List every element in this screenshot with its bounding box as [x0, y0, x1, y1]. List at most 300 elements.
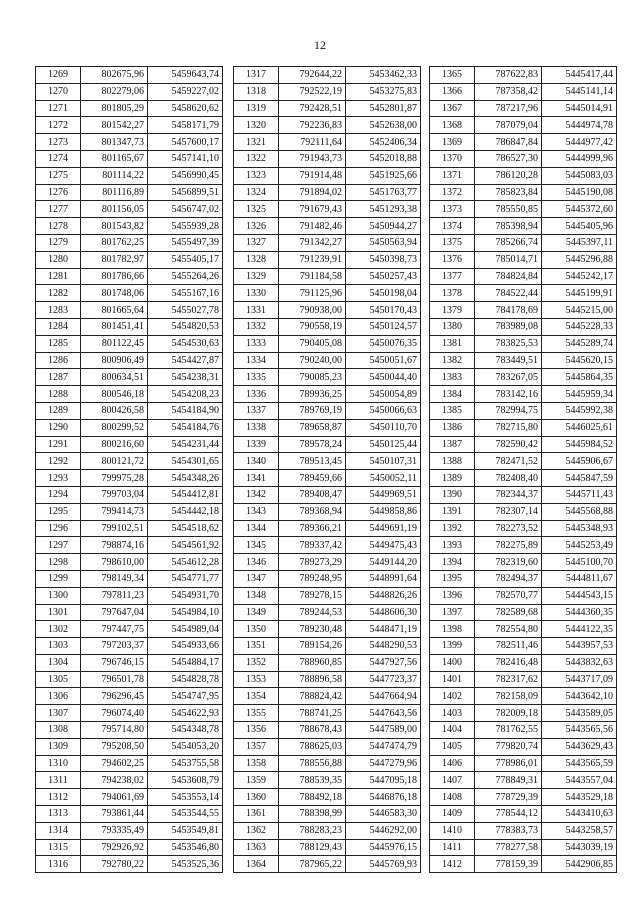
x-coordinate: 801122,45: [81, 335, 148, 352]
x-coordinate: 787622,83: [475, 67, 542, 84]
table-row: [430, 570, 617, 587]
x-coordinate: 785398,94: [475, 218, 542, 235]
y-coordinate: 5450052,11: [346, 470, 421, 487]
x-coordinate: 788539,35: [279, 772, 346, 789]
point-number: 1385: [430, 402, 475, 419]
x-coordinate: 789578,24: [279, 436, 346, 453]
x-coordinate: 782494,37: [475, 570, 542, 587]
table-row: [430, 856, 617, 873]
x-coordinate: 786527,30: [475, 150, 542, 167]
point-number: 1354: [234, 688, 279, 705]
table-row: [234, 184, 421, 201]
table-row: [36, 722, 223, 739]
table-row: [430, 352, 617, 369]
table-row: [234, 789, 421, 806]
x-coordinate: 801156,05: [81, 201, 148, 218]
coordinate-table-2: [233, 66, 421, 873]
point-number: 1411: [430, 839, 475, 856]
table-row: [234, 638, 421, 655]
y-coordinate: 5455027,78: [148, 302, 223, 319]
x-coordinate: 802675,96: [81, 67, 148, 84]
y-coordinate: 5450044,40: [346, 369, 421, 386]
table-row: [430, 184, 617, 201]
y-coordinate: 5445992,38: [542, 402, 617, 419]
x-coordinate: 778159,39: [475, 856, 542, 873]
y-coordinate: 5445620,15: [542, 352, 617, 369]
table-row: [36, 738, 223, 755]
table-row: [36, 486, 223, 503]
point-number: 1271: [36, 100, 81, 117]
point-number: 1361: [234, 806, 279, 823]
y-coordinate: 5455497,39: [148, 234, 223, 251]
point-number: 1362: [234, 822, 279, 839]
table-row: [234, 201, 421, 218]
x-coordinate: 796746,15: [81, 654, 148, 671]
y-coordinate: 5450107,31: [346, 453, 421, 470]
y-coordinate: 5443258,57: [542, 822, 617, 839]
x-coordinate: 792428,51: [279, 100, 346, 117]
y-coordinate: 5445348,93: [542, 520, 617, 537]
x-coordinate: 788398,99: [279, 806, 346, 823]
x-coordinate: 798610,00: [81, 554, 148, 571]
y-coordinate: 5443957,53: [542, 638, 617, 655]
table-row: [36, 369, 223, 386]
table-row: [234, 419, 421, 436]
table-row: [430, 520, 617, 537]
x-coordinate: 799703,04: [81, 486, 148, 503]
point-number: 1272: [36, 117, 81, 134]
y-coordinate: 5444974,78: [542, 117, 617, 134]
point-number: 1315: [36, 839, 81, 856]
point-number: 1375: [430, 234, 475, 251]
y-coordinate: 5445141,14: [542, 83, 617, 100]
table-row: [430, 318, 617, 335]
y-coordinate: 5456747,02: [148, 201, 223, 218]
table-row: [234, 218, 421, 235]
table-row: [430, 470, 617, 487]
point-number: 1347: [234, 570, 279, 587]
x-coordinate: 789459,66: [279, 470, 346, 487]
table-row: [234, 722, 421, 739]
point-number: 1275: [36, 167, 81, 184]
point-number: 1301: [36, 604, 81, 621]
x-coordinate: 781762,55: [475, 722, 542, 739]
x-coordinate: 785823,84: [475, 184, 542, 201]
y-coordinate: 5449144,20: [346, 554, 421, 571]
x-coordinate: 789936,25: [279, 386, 346, 403]
x-coordinate: 790240,00: [279, 352, 346, 369]
y-coordinate: 5448606,30: [346, 604, 421, 621]
x-coordinate: 801805,29: [81, 100, 148, 117]
table-row: [234, 772, 421, 789]
point-number: 1290: [36, 419, 81, 436]
table-row: [36, 436, 223, 453]
y-coordinate: 5449475,43: [346, 537, 421, 554]
y-coordinate: 5454231,44: [148, 436, 223, 453]
table-row: [36, 268, 223, 285]
x-coordinate: 783989,08: [475, 318, 542, 335]
point-number: 1402: [430, 688, 475, 705]
table-row: [36, 772, 223, 789]
x-coordinate: 790405,08: [279, 335, 346, 352]
x-coordinate: 782590,42: [475, 436, 542, 453]
y-coordinate: 5444999,96: [542, 150, 617, 167]
coordinate-table-1: [35, 66, 223, 873]
table-row: [430, 302, 617, 319]
x-coordinate: 789513,45: [279, 453, 346, 470]
table-row: [430, 621, 617, 638]
y-coordinate: 5445984,52: [542, 436, 617, 453]
point-number: 1345: [234, 537, 279, 554]
point-number: 1356: [234, 722, 279, 739]
y-coordinate: 5456990,45: [148, 167, 223, 184]
x-coordinate: 788741,25: [279, 705, 346, 722]
point-number: 1319: [234, 100, 279, 117]
y-coordinate: 5453525,36: [148, 856, 223, 873]
table-row: [234, 134, 421, 151]
point-number: 1388: [430, 453, 475, 470]
point-number: 1386: [430, 419, 475, 436]
point-number: 1355: [234, 705, 279, 722]
x-coordinate: 798874,16: [81, 537, 148, 554]
point-number: 1270: [36, 83, 81, 100]
x-coordinate: 801748,06: [81, 285, 148, 302]
x-coordinate: 779820,74: [475, 738, 542, 755]
x-coordinate: 792236,83: [279, 117, 346, 134]
x-coordinate: 792780,22: [81, 856, 148, 873]
x-coordinate: 782408,40: [475, 470, 542, 487]
x-coordinate: 788625,03: [279, 738, 346, 755]
y-coordinate: 5445847,59: [542, 470, 617, 487]
y-coordinate: 5445711,43: [542, 486, 617, 503]
x-coordinate: 778544,12: [475, 806, 542, 823]
x-coordinate: 801347,73: [81, 134, 148, 151]
table-row: [430, 167, 617, 184]
table-row: [234, 167, 421, 184]
y-coordinate: 5456899,51: [148, 184, 223, 201]
point-number: 1405: [430, 738, 475, 755]
point-number: 1400: [430, 654, 475, 671]
table-row: [234, 470, 421, 487]
table-row: [234, 117, 421, 134]
point-number: 1374: [430, 218, 475, 235]
table-row: [234, 302, 421, 319]
point-number: 1349: [234, 604, 279, 621]
y-coordinate: 5449858,86: [346, 503, 421, 520]
table-row: [234, 386, 421, 403]
table-row: [234, 738, 421, 755]
y-coordinate: 5448826,26: [346, 587, 421, 604]
y-coordinate: 5446292,00: [346, 822, 421, 839]
x-coordinate: 801782,97: [81, 251, 148, 268]
y-coordinate: 5454442,18: [148, 503, 223, 520]
x-coordinate: 789244,53: [279, 604, 346, 621]
y-coordinate: 5448290,53: [346, 638, 421, 655]
table-row: [36, 201, 223, 218]
table-row: [430, 369, 617, 386]
table-row: [234, 806, 421, 823]
point-number: 1409: [430, 806, 475, 823]
x-coordinate: 782317,62: [475, 671, 542, 688]
y-coordinate: 5453549,81: [148, 822, 223, 839]
point-number: 1276: [36, 184, 81, 201]
table-row: [430, 772, 617, 789]
x-coordinate: 797811,23: [81, 587, 148, 604]
x-coordinate: 791125,96: [279, 285, 346, 302]
y-coordinate: 5452018,88: [346, 150, 421, 167]
y-coordinate: 5443717,09: [542, 671, 617, 688]
table-row: [430, 100, 617, 117]
y-coordinate: 5447279,96: [346, 755, 421, 772]
x-coordinate: 785266,74: [475, 234, 542, 251]
table-row: [234, 150, 421, 167]
y-coordinate: 5445976,15: [346, 839, 421, 856]
table-row: [430, 503, 617, 520]
table-row: [234, 251, 421, 268]
point-number: 1393: [430, 537, 475, 554]
x-coordinate: 787079,04: [475, 117, 542, 134]
y-coordinate: 5446876,18: [346, 789, 421, 806]
point-number: 1404: [430, 722, 475, 739]
y-coordinate: 5442906,85: [542, 856, 617, 873]
point-number: 1312: [36, 789, 81, 806]
x-coordinate: 782319,60: [475, 554, 542, 571]
x-coordinate: 791943,73: [279, 150, 346, 167]
x-coordinate: 787358,42: [475, 83, 542, 100]
point-number: 1341: [234, 470, 279, 487]
point-number: 1311: [36, 772, 81, 789]
table-row: [234, 839, 421, 856]
y-coordinate: 5454238,31: [148, 369, 223, 386]
x-coordinate: 789658,87: [279, 419, 346, 436]
x-coordinate: 784178,69: [475, 302, 542, 319]
table-row: [234, 604, 421, 621]
table-row: [36, 83, 223, 100]
x-coordinate: 791482,46: [279, 218, 346, 235]
y-coordinate: 5451925,66: [346, 167, 421, 184]
x-coordinate: 783142,16: [475, 386, 542, 403]
x-coordinate: 789273,29: [279, 554, 346, 571]
y-coordinate: 5445228,33: [542, 318, 617, 335]
table-row: [36, 671, 223, 688]
point-number: 1308: [36, 722, 81, 739]
y-coordinate: 5449691,19: [346, 520, 421, 537]
x-coordinate: 778849,31: [475, 772, 542, 789]
y-coordinate: 5454184,90: [148, 402, 223, 419]
x-coordinate: 801116,89: [81, 184, 148, 201]
y-coordinate: 5455939,28: [148, 218, 223, 235]
x-coordinate: 783825,53: [475, 335, 542, 352]
point-number: 1407: [430, 772, 475, 789]
table-row: [36, 419, 223, 436]
y-coordinate: 5443589,05: [542, 705, 617, 722]
point-number: 1398: [430, 621, 475, 638]
table-row: [234, 621, 421, 638]
point-number: 1291: [36, 436, 81, 453]
point-number: 1369: [430, 134, 475, 151]
point-number: 1277: [36, 201, 81, 218]
table-row: [430, 386, 617, 403]
point-number: 1401: [430, 671, 475, 688]
x-coordinate: 782994,75: [475, 402, 542, 419]
table-row: [36, 537, 223, 554]
table-row: [234, 856, 421, 873]
point-number: 1396: [430, 587, 475, 604]
x-coordinate: 782416,48: [475, 654, 542, 671]
table-row: [234, 67, 421, 84]
table-row: [430, 218, 617, 235]
table-row: [36, 218, 223, 235]
table-row: [430, 554, 617, 571]
table-row: [430, 688, 617, 705]
y-coordinate: 5445014,91: [542, 100, 617, 117]
point-number: 1390: [430, 486, 475, 503]
y-coordinate: 5445242,17: [542, 268, 617, 285]
y-coordinate: 5450563,94: [346, 234, 421, 251]
y-coordinate: 5450125,44: [346, 436, 421, 453]
point-number: 1314: [36, 822, 81, 839]
point-number: 1346: [234, 554, 279, 571]
y-coordinate: 5452638,00: [346, 117, 421, 134]
y-coordinate: 5454828,78: [148, 671, 223, 688]
x-coordinate: 789278,15: [279, 587, 346, 604]
table-row: [36, 67, 223, 84]
x-coordinate: 778986,01: [475, 755, 542, 772]
point-number: 1324: [234, 184, 279, 201]
x-coordinate: 778383,73: [475, 822, 542, 839]
x-coordinate: 788556,88: [279, 755, 346, 772]
point-number: 1305: [36, 671, 81, 688]
table-row: [36, 654, 223, 671]
table-row: [430, 67, 617, 84]
table-row: [36, 402, 223, 419]
table-row: [36, 621, 223, 638]
y-coordinate: 5454301,65: [148, 453, 223, 470]
point-number: 1376: [430, 251, 475, 268]
point-number: 1294: [36, 486, 81, 503]
y-coordinate: 5443529,18: [542, 789, 617, 806]
x-coordinate: 793861,44: [81, 806, 148, 823]
point-number: 1299: [36, 570, 81, 587]
table-row: [234, 369, 421, 386]
point-number: 1378: [430, 285, 475, 302]
point-number: 1363: [234, 839, 279, 856]
point-number: 1288: [36, 386, 81, 403]
table-row: [430, 537, 617, 554]
table-row: [430, 839, 617, 856]
point-number: 1379: [430, 302, 475, 319]
table-row: [36, 520, 223, 537]
point-number: 1285: [36, 335, 81, 352]
y-coordinate: 5445405,96: [542, 218, 617, 235]
y-coordinate: 5454612,28: [148, 554, 223, 571]
table-row: [36, 184, 223, 201]
point-number: 1287: [36, 369, 81, 386]
x-coordinate: 800121,72: [81, 453, 148, 470]
table-row: [36, 150, 223, 167]
point-number: 1359: [234, 772, 279, 789]
y-coordinate: 5447723,37: [346, 671, 421, 688]
y-coordinate: 5454933,66: [148, 638, 223, 655]
table-row: [430, 654, 617, 671]
point-number: 1384: [430, 386, 475, 403]
point-number: 1338: [234, 419, 279, 436]
table-row: [430, 234, 617, 251]
table-row: [36, 856, 223, 873]
x-coordinate: 783449,51: [475, 352, 542, 369]
point-number: 1381: [430, 335, 475, 352]
table-row: [430, 419, 617, 436]
table-row: [234, 268, 421, 285]
y-coordinate: 5454747,95: [148, 688, 223, 705]
point-number: 1352: [234, 654, 279, 671]
point-number: 1348: [234, 587, 279, 604]
point-number: 1370: [430, 150, 475, 167]
table-row: [430, 268, 617, 285]
x-coordinate: 799102,51: [81, 520, 148, 537]
y-coordinate: 5447474,79: [346, 738, 421, 755]
x-coordinate: 778729,39: [475, 789, 542, 806]
table-row: [234, 570, 421, 587]
y-coordinate: 5459227,02: [148, 83, 223, 100]
x-coordinate: 800546,18: [81, 386, 148, 403]
x-coordinate: 791679,43: [279, 201, 346, 218]
table-row: [430, 134, 617, 151]
point-number: 1328: [234, 251, 279, 268]
x-coordinate: 784522,44: [475, 285, 542, 302]
x-coordinate: 782589,68: [475, 604, 542, 621]
x-coordinate: 792111,64: [279, 134, 346, 151]
x-coordinate: 791914,48: [279, 167, 346, 184]
point-number: 1358: [234, 755, 279, 772]
point-number: 1353: [234, 671, 279, 688]
table-row: [36, 554, 223, 571]
table-row: [430, 436, 617, 453]
y-coordinate: 5455405,17: [148, 251, 223, 268]
y-coordinate: 5454622,93: [148, 705, 223, 722]
y-coordinate: 5445190,08: [542, 184, 617, 201]
y-coordinate: 5445215,00: [542, 302, 617, 319]
table-row: [234, 318, 421, 335]
point-number: 1410: [430, 822, 475, 839]
x-coordinate: 785550,85: [475, 201, 542, 218]
point-number: 1366: [430, 83, 475, 100]
y-coordinate: 5454820,53: [148, 318, 223, 335]
x-coordinate: 788960,85: [279, 654, 346, 671]
table-row: [430, 150, 617, 167]
coordinate-table-3: [429, 66, 617, 873]
point-number: 1351: [234, 638, 279, 655]
point-number: 1302: [36, 621, 81, 638]
point-number: 1300: [36, 587, 81, 604]
x-coordinate: 791342,27: [279, 234, 346, 251]
table-row: [430, 285, 617, 302]
y-coordinate: 5453275,83: [346, 83, 421, 100]
y-coordinate: 5450944,27: [346, 218, 421, 235]
table-row: [36, 234, 223, 251]
point-number: 1397: [430, 604, 475, 621]
y-coordinate: 5450051,67: [346, 352, 421, 369]
table-row: [234, 654, 421, 671]
y-coordinate: 5443642,10: [542, 688, 617, 705]
point-number: 1372: [430, 184, 475, 201]
point-number: 1391: [430, 503, 475, 520]
point-number: 1326: [234, 218, 279, 235]
point-number: 1310: [36, 755, 81, 772]
point-number: 1273: [36, 134, 81, 151]
y-coordinate: 5450066,63: [346, 402, 421, 419]
y-coordinate: 5447664,94: [346, 688, 421, 705]
